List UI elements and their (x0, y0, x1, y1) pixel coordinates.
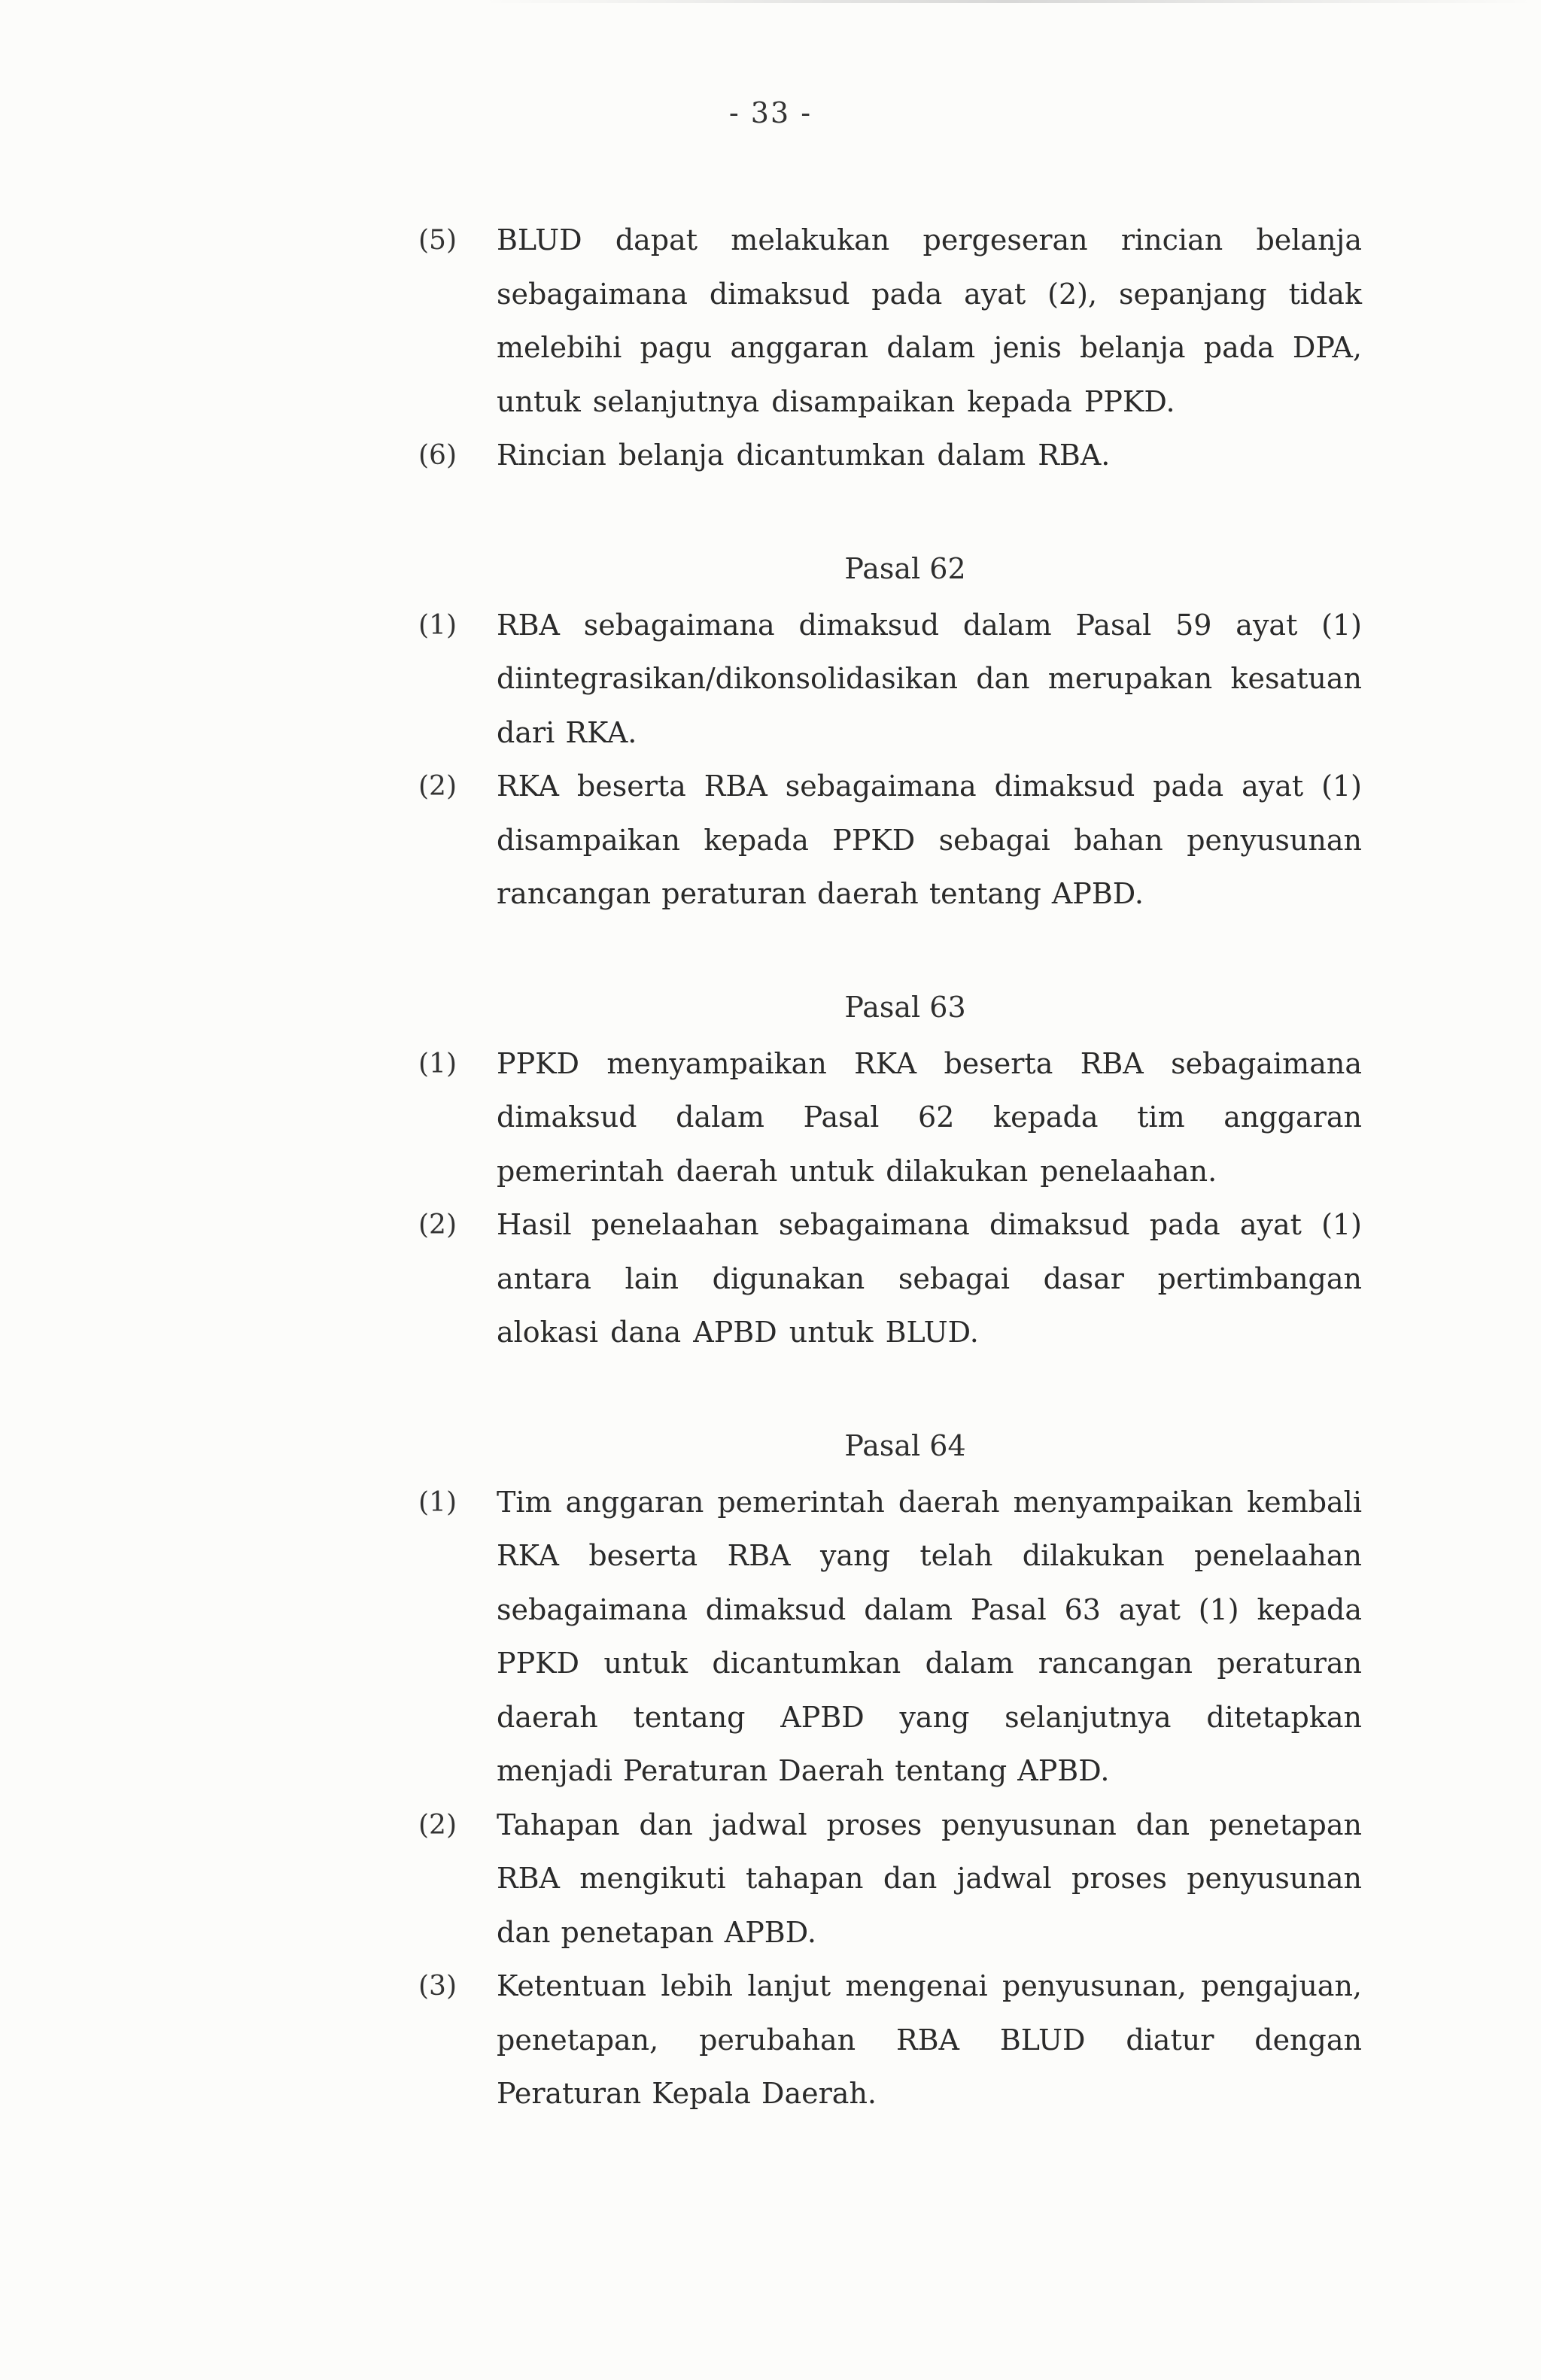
pasal-63-heading: Pasal 63 (844, 990, 966, 1024)
ayat-text: PPKD menyampaikan RKA beserta RBA sebagaimana dimaksud dalam Pasal 62 kepada tim anggaran pemerintah daerah untuk dilakukan penelaahan. (497, 1046, 1362, 1188)
ayat-number: (1) (418, 1486, 457, 1518)
ayat-number: (2) (418, 1809, 457, 1841)
pasal-64-heading: Pasal 64 (844, 1428, 966, 1462)
ayat-text: RBA sebagaimana dimaksud dalam Pasal 59 ayat (1) diintegrasikan/dikonsolidasikan dan merupakan kesatuan dari RKA. (497, 608, 1362, 749)
page-number: - 33 - (728, 96, 813, 129)
document-body (418, 214, 1362, 2121)
pasal-63-ayat-2 (418, 1198, 1362, 1360)
ayat-5 (418, 214, 1362, 429)
ayat-number: (1) (418, 609, 457, 641)
pasal-62-ayat-2 (418, 760, 1362, 921)
ayat-text: Hasil penelaahan sebagaimana dimaksud pada ayat (1) antara lain digunakan sebagai dasar pertimbangan alokasi dana APBD untuk BLUD. (497, 1208, 1362, 1349)
ayat-text: RKA beserta RBA sebagaimana dimaksud pada ayat (1) disampaikan kepada PPKD sebagai bahan penyusunan rancangan peraturan daerah tentang APBD. (497, 770, 1362, 910)
ayat-number: (2) (418, 771, 457, 802)
ayat-text: Rincian belanja dicantumkan dalam RBA. (497, 439, 1111, 472)
ayat-number: (3) (418, 1971, 457, 2002)
ayat-text: Ketentuan lebih lanjut mengenai penyusunan, pengajuan, penetapan, perubahan RBA BLUD diatur dengan Peraturan Kepala Daerah. (497, 1969, 1362, 2110)
ayat-number: (5) (418, 225, 457, 256)
pasal-64-ayat-1 (418, 1476, 1362, 1799)
pasal-62-heading: Pasal 62 (844, 551, 966, 585)
pasal-64-ayat-3 (418, 1960, 1362, 2121)
pasal-62-ayat-1 (418, 599, 1362, 760)
scan-edge-decoration (482, 0, 1535, 3)
ayat-6 (418, 429, 1362, 483)
ayat-text: Tim anggaran pemerintah daerah menyampaikan kembali RKA beserta RBA yang telah dilakukan penelaahan sebagaimana dimaksud dalam Pasal 63 ayat (1) kepada PPKD untuk dicantumkan dalam rancangan peraturan daerah tentang APBD yang selanjutnya ditetapkan menjadi Peraturan Daerah tentang APBD. (497, 1485, 1362, 1787)
ayat-text: BLUD dapat melakukan pergeseran rincian belanja sebagaimana dimaksud pada ayat (2), sepanjang tidak melebihi pagu anggaran dalam jenis belanja pada DPA, untuk selanjutnya disampaikan kepada PPKD. (497, 223, 1362, 418)
ayat-number: (2) (418, 1210, 457, 1240)
ayat-number: (6) (418, 440, 457, 471)
ayat-text: Tahapan dan jadwal proses penyusunan dan penetapan RBA mengikuti tahapan dan jadwal proses penyusunan dan penetapan APBD. (497, 1808, 1362, 1949)
pasal-64-ayat-2 (418, 1799, 1362, 1960)
pasal-63-ayat-1 (418, 1037, 1362, 1199)
ayat-number: (1) (418, 1048, 457, 1079)
